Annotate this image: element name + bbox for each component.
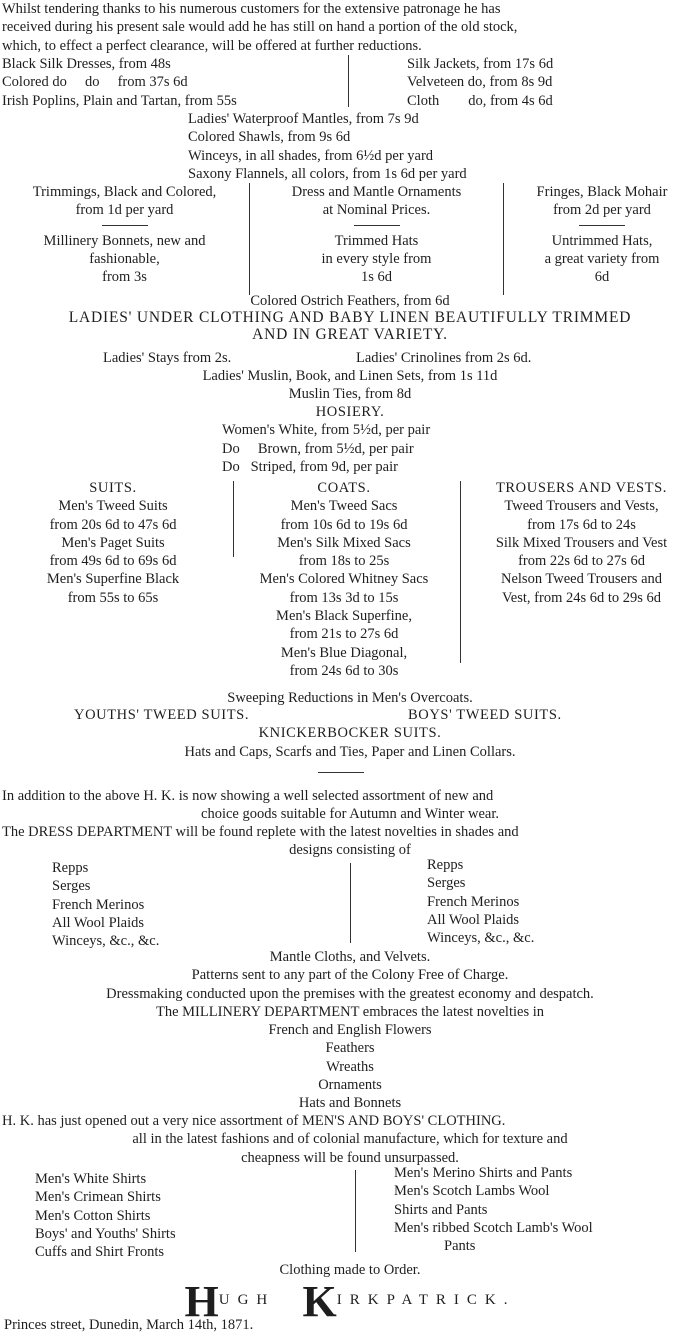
price-line: Men's Paget Suits xyxy=(61,534,165,551)
suits-column xyxy=(0,479,226,607)
divider xyxy=(354,225,400,226)
trimmings-col-1 xyxy=(0,183,249,295)
fabrics-columns xyxy=(0,859,700,951)
text-line: Clothing made to Order. xyxy=(279,1262,421,1278)
price-line: Ladies' Crinolines from 2s 6d. xyxy=(356,350,532,366)
knickerbocker-heading: KNICKERBOCKER SUITS. xyxy=(258,725,442,741)
price-line: from 49s 6d to 69s 6d xyxy=(49,553,177,570)
fabrics-right xyxy=(427,856,534,947)
signature-text: IRKPATRICK. xyxy=(336,1292,516,1308)
muslin-lines xyxy=(0,367,700,404)
price-line: Do Brown, from 5½d, per pair xyxy=(222,440,414,457)
text-line: 6d xyxy=(594,269,610,286)
price-line: Muslin Ties, from 8d xyxy=(288,386,412,403)
dateline-text: Princes street, Dunedin, March 14th, 1871. xyxy=(4,1317,254,1333)
list-item: Cuffs and Shirt Fronts xyxy=(35,1244,165,1261)
text-line: Patterns sent to any part of the Colony Free of Charge. xyxy=(191,967,509,984)
price-line: from 18s to 25s xyxy=(298,553,390,570)
hosiery-section xyxy=(0,403,700,476)
text-line: Sweeping Reductions in Men's Overcoats. xyxy=(227,690,473,706)
column-divider xyxy=(350,863,351,943)
price-line: Ladies' Muslin, Book, and Linen Sets, from 1s 11d xyxy=(202,368,498,384)
price-line: Ladies' Waterproof Mantles, from 7s 9d xyxy=(188,111,419,127)
text-line: from 1d per yard xyxy=(75,202,174,219)
price-line: Do Striped, from 9d, per pair xyxy=(222,458,398,475)
list-item: French Merinos xyxy=(52,896,145,913)
list-item: All Wool Plaids xyxy=(427,911,520,928)
text-line: 1s 6d xyxy=(360,269,393,286)
shirts-left xyxy=(35,1170,176,1261)
price-line: Colored do do from 37s 6d xyxy=(2,74,188,91)
trimmings-hats-columns xyxy=(0,183,700,295)
underclothing-heading xyxy=(0,309,700,343)
list-item: Pants xyxy=(444,1238,476,1255)
trousers-heading: TROUSERS AND VESTS. xyxy=(495,480,668,496)
dresses-columns xyxy=(0,55,700,110)
heading-line: LADIES' UNDER CLOTHING AND BABY LINEN BEAUTIFULLY TRIMMED xyxy=(68,309,632,326)
divider xyxy=(579,225,625,226)
intro-line: received during his present sale would add he has still on hand a portion of the old stock, xyxy=(2,19,518,36)
text-line: The DRESS DEPARTMENT will be found replete with the latest novelties in shades and xyxy=(2,824,519,840)
text-line: Hats and Caps, Scarfs and Ties, Paper and Linen Collars. xyxy=(184,744,516,760)
price-line: Silk Mixed Trousers and Vest xyxy=(495,534,668,551)
list-item: Men's Crimean Shirts xyxy=(35,1189,161,1206)
list-item: All Wool Plaids xyxy=(52,914,145,931)
price-line: from 17s 6d to 24s xyxy=(527,516,636,533)
text-line: in every style from xyxy=(321,250,432,267)
list-item: Men's Merino Shirts and Pants xyxy=(394,1165,573,1181)
price-line: Men's Silk Mixed Sacs xyxy=(277,534,411,551)
price-line: from 55s to 65s xyxy=(67,589,159,606)
divider xyxy=(102,225,148,226)
list-item: Men's White Shirts xyxy=(35,1171,147,1187)
price-line: Vest, from 24s 6d to 29s 6d xyxy=(501,589,662,606)
youths-heading: YOUTHS' TWEED SUITS. xyxy=(74,707,250,723)
price-line: Colored Shawls, from 9s 6d xyxy=(188,129,351,146)
dresses-right xyxy=(348,55,698,107)
text-line: In addition to the above H. K. is now showing a well selected assortment of new and xyxy=(2,788,494,804)
divider xyxy=(318,772,364,773)
shirts-columns xyxy=(0,1165,700,1262)
clothing-intro xyxy=(0,1112,700,1167)
text-line: designs consisting of xyxy=(289,842,411,859)
price-line: from 22s 6d to 27s 6d xyxy=(518,553,645,570)
text-line: Dress and Mantle Ornaments xyxy=(291,184,462,200)
hats-caps-line xyxy=(0,743,700,761)
made-to-order-line xyxy=(0,1261,700,1279)
heading-line: AND IN GREAT VARIETY. xyxy=(252,326,448,343)
list-item: Repps xyxy=(427,857,464,873)
text-line: Untrimmed Hats, xyxy=(551,232,653,249)
price-line: Ladies' Stays from 2s. xyxy=(103,350,232,366)
price-line: Irish Poplins, Plain and Tartan, from 55s xyxy=(2,92,237,109)
hosiery-heading: HOSIERY. xyxy=(315,404,385,420)
price-line: Black Silk Dresses, from 48s xyxy=(2,56,171,72)
price-line: Tweed Trousers and Vests, xyxy=(504,498,659,515)
coats-column xyxy=(230,479,458,680)
signature-initial: K xyxy=(302,1277,337,1326)
text-line: from 3s xyxy=(102,269,147,286)
price-line: Men's Blue Diagonal, xyxy=(280,644,408,661)
list-item: Winceys, &c., &c. xyxy=(52,933,160,950)
price-line: Silk Jackets, from 17s 6d xyxy=(407,56,554,72)
price-line: Cloth do, from 4s 6d xyxy=(407,92,553,109)
list-item: Boys' and Youths' Shirts xyxy=(35,1225,176,1242)
dateline xyxy=(0,1316,700,1334)
text-line: H. K. has just opened out a very nice assortment of MEN'S AND BOYS' CLOTHING. xyxy=(2,1113,506,1129)
intro-line: Whilst tendering thanks to his numerous customers for the extensive patronage he has xyxy=(2,1,501,17)
price-line: from 13s 3d to 15s xyxy=(289,589,399,606)
text-line: at Nominal Prices. xyxy=(322,202,431,219)
notices xyxy=(0,948,700,1021)
price-line: Men's Tweed Sacs xyxy=(290,498,398,515)
boys-heading: BOYS' TWEED SUITS. xyxy=(408,707,562,723)
text-line: Mantle Cloths, and Velvets. xyxy=(269,949,431,965)
signature-text: UGH xyxy=(218,1292,276,1308)
dresses-left xyxy=(0,55,348,110)
price-line: from 10s 6d to 19s 6d xyxy=(280,516,408,533)
text-line: Dressmaking conducted upon the premises with the greatest economy and despatch. xyxy=(106,985,594,1002)
trousers-column xyxy=(463,479,700,607)
list-item: Serges xyxy=(427,875,466,892)
text-line: Trimmings, Black and Colored, xyxy=(32,184,217,200)
text-line: Millinery Bonnets, new and xyxy=(43,232,206,249)
intro-line: which, to effect a perfect clearance, will be offered at further reductions. xyxy=(2,37,422,54)
price-line: Nelson Tweed Trousers and xyxy=(500,571,663,588)
price-line: from 20s 6d to 47s 6d xyxy=(49,516,177,533)
dress-department-paragraph xyxy=(0,823,700,860)
list-item: Men's ribbed Scotch Lamb's Wool xyxy=(394,1219,593,1236)
list-item: Repps xyxy=(52,860,89,876)
overcoats-line xyxy=(0,689,700,707)
list-item: Ornaments xyxy=(318,1076,382,1093)
intro-paragraph xyxy=(0,0,700,55)
text-line: fashionable, xyxy=(89,250,160,267)
price-line: Men's Tweed Suits xyxy=(58,498,168,515)
trimmings-col-2 xyxy=(249,183,503,295)
price-line: Winceys, in all shades, from 6½d per yard xyxy=(188,147,434,164)
price-line: Colored Ostrich Feathers, from 6d xyxy=(250,293,450,309)
list-item: Winceys, &c., &c. xyxy=(427,930,535,947)
list-item: French Merinos xyxy=(427,893,520,910)
text-line: a great variety from xyxy=(544,250,660,267)
list-item: Men's Cotton Shirts xyxy=(35,1207,151,1224)
suits-heading: SUITS. xyxy=(89,480,137,496)
knickerbocker-line xyxy=(0,724,700,742)
price-line: from 24s 6d to 30s xyxy=(289,662,399,679)
price-line: from 21s to 27s 6d xyxy=(289,626,399,643)
text-line: Fringes, Black Mohair xyxy=(536,184,668,200)
column-divider xyxy=(355,1170,356,1252)
list-item: Wreaths xyxy=(326,1058,374,1075)
price-line: Men's Black Superfine, xyxy=(276,608,412,625)
price-line: Women's White, from 5½d, per pair xyxy=(222,422,431,439)
menswear-columns xyxy=(0,479,700,679)
list-item: Feathers xyxy=(325,1040,375,1057)
text-line: all in the latest fashions and of colonial manufacture, which for texture and xyxy=(132,1131,568,1148)
trimmings-col-3 xyxy=(503,183,700,295)
list-item: French and English Flowers xyxy=(268,1022,432,1038)
addition-paragraph xyxy=(0,787,700,824)
millinery-list xyxy=(0,1021,700,1112)
text-line: The MILLINERY DEPARTMENT embraces the latest novelties in xyxy=(155,1003,544,1020)
text-line: choice goods suitable for Autumn and Winter wear. xyxy=(201,806,499,823)
list-item: Hats and Bonnets xyxy=(298,1095,402,1112)
price-line: Men's Superfine Black xyxy=(46,571,180,588)
list-item: Shirts and Pants xyxy=(394,1201,488,1218)
price-line: Saxony Flannels, all colors, from 1s 6d per yard xyxy=(188,165,467,182)
coats-heading: COATS. xyxy=(317,480,371,496)
fabrics-left xyxy=(52,859,159,950)
price-line: Men's Colored Whitney Sacs xyxy=(259,571,429,588)
text-line: cheapness will be found unsurpassed. xyxy=(241,1149,459,1166)
feathers-line xyxy=(0,292,700,310)
text-line: from 2d per yard xyxy=(553,202,651,219)
shirts-right xyxy=(394,1164,593,1255)
list-item: Men's Scotch Lambs Wool xyxy=(394,1183,550,1200)
ladies-items xyxy=(0,110,700,183)
list-item: Serges xyxy=(52,878,91,895)
text-line: Trimmed Hats xyxy=(334,232,419,249)
price-line: Velveteen do, from 8s 9d xyxy=(407,74,553,91)
signature-initial: H xyxy=(184,1277,219,1326)
column-divider xyxy=(460,481,461,663)
